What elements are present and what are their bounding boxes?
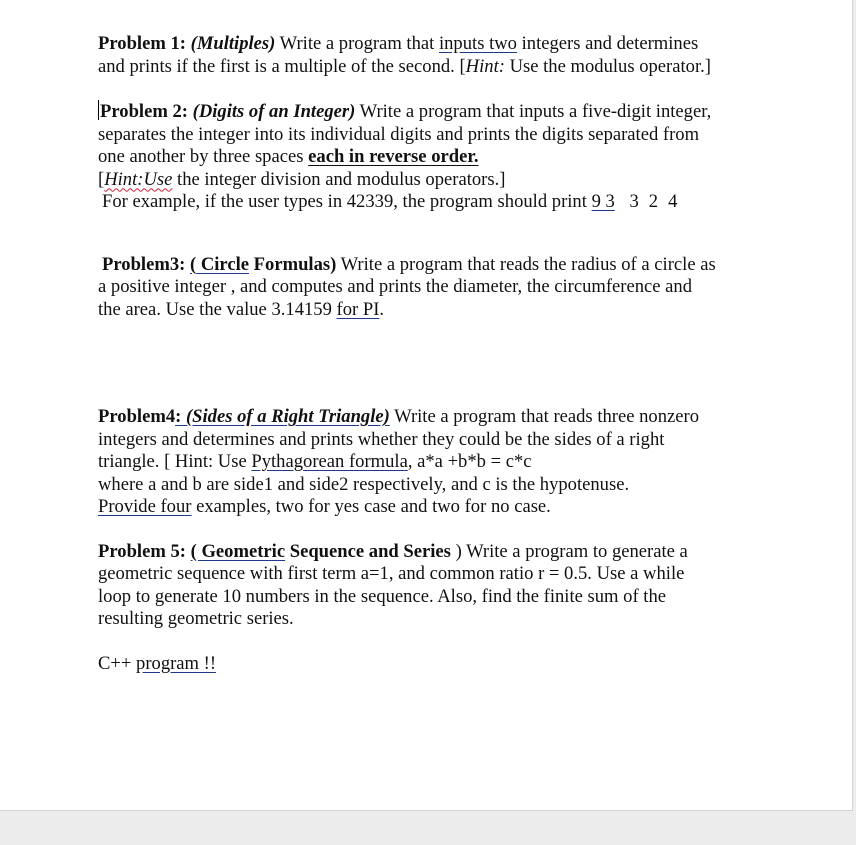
problem-2-digits-underlined: 9 3	[591, 191, 615, 212]
problem-5-label: Problem 5:	[98, 540, 186, 562]
problem-1-hint-label: Hint:	[465, 55, 505, 77]
problem-1-title: (Multiples)	[190, 33, 276, 54]
problem-2-label: Problem 2:	[100, 101, 188, 122]
problem-5-title-underlined: ( Geometric	[190, 540, 286, 562]
problem-1-text: Write a program that	[279, 33, 435, 54]
problem-2-line-2: separates the integer into its individual digits and prints the digits separated from	[98, 123, 700, 145]
problem-1	[98, 33, 768, 78]
footer-note	[98, 653, 768, 676]
problem-2-hint-text: the integer division and modulus operators.]	[177, 168, 506, 190]
problem-2-digit: 4	[668, 191, 678, 212]
problem-3-period: .	[379, 298, 385, 320]
footer-prefix: C++	[98, 652, 132, 674]
problem-1-underlined: inputs two	[438, 33, 517, 54]
problem-4-title: (Sides of a Right Triangle)	[181, 406, 390, 427]
problem-2-digit: 2	[648, 191, 659, 212]
footer-program: program !!	[136, 652, 217, 674]
problem-4-formula-link: Pythagorean formula	[251, 451, 408, 472]
problem-2-example: For example, if the user types in 42339, the program should print	[102, 191, 587, 212]
problem-2	[98, 100, 768, 214]
problem-4-line-3: triangle. [ Hint: Use	[98, 451, 247, 472]
problem-5-title: Sequence and Series	[289, 540, 451, 562]
problem-1-line-2: and prints if the first is a multiple of the second. [	[98, 55, 466, 77]
problem-3	[98, 254, 768, 322]
problem-2-hint-bracket: [	[98, 168, 105, 190]
problem-4-line-5: examples, two for yes case and two for no case.	[196, 496, 551, 517]
problem-4-line-2: integers and determines and prints whether they could be the sides of a right	[98, 428, 665, 450]
problem-1-text-cont: integers and determines	[521, 33, 699, 54]
problem-5-line-4: resulting geometric series.	[98, 608, 294, 629]
problem-1-label: Problem 1:	[98, 33, 186, 54]
problem-4-colon: :	[175, 406, 182, 427]
problem-4-formula: , a*a +b*b = c*c	[407, 451, 532, 472]
problem-4	[98, 406, 768, 519]
text-cursor	[98, 100, 99, 120]
problem-5-text: ) Write a program to generate a	[455, 540, 688, 562]
problem-3-circle: Circle	[196, 253, 250, 275]
problem-3-paren: (	[189, 253, 197, 275]
problem-4-underlined: Provide four	[98, 496, 192, 517]
problem-2-hint-label: Hint:Use	[104, 168, 173, 190]
problem-5-line-3: loop to generate 10 numbers in the sequence. Also, find the finite sum of the	[98, 585, 667, 607]
problem-2-text: Write a program that inputs a five-digit integer,	[359, 101, 712, 122]
problem-4-line-4: where a and b are side1 and side2 respectively, and c is the hypotenuse.	[98, 473, 630, 495]
problem-4-text: Write a program that reads three nonzero	[394, 406, 700, 427]
problem-3-label: Problem3:	[102, 253, 186, 275]
problem-3-line-3: the area. Use the value 3.14159	[98, 298, 332, 320]
problem-3-line-2: a positive integer , and computes and prints the diameter, the circumference and	[98, 276, 693, 297]
problem-4-label: Problem4	[98, 406, 176, 427]
problem-5-line-2: geometric sequence with first term a=1, and common ratio r = 0.5. Use a while	[98, 563, 685, 584]
document-body[interactable]	[98, 33, 768, 675]
problem-2-line-3: one another by three spaces	[98, 146, 304, 167]
problem-2-title: (Digits of an Integer)	[192, 101, 356, 122]
problem-3-underlined: for PI	[336, 298, 380, 320]
problem-2-emphasis: each in reverse order.	[308, 146, 479, 167]
problem-1-hint-text: Use the modulus operator.]	[509, 55, 711, 77]
problem-3-text: Write a program that reads the radius of a circle as	[340, 253, 716, 275]
problem-3-formulas: Formulas)	[253, 253, 337, 275]
problem-2-digit: 3	[629, 191, 639, 212]
problem-5	[98, 541, 768, 631]
